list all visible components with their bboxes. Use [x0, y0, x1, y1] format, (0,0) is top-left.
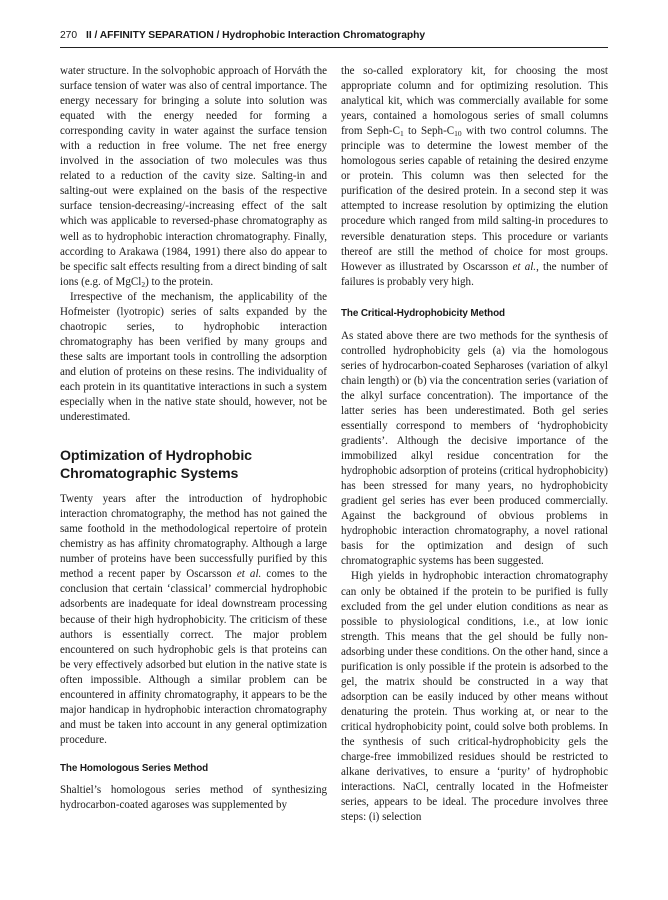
paragraph-shaltiel: Shaltiel’s homologous series method of synthesizing hydrocarbon-coated agaroses was supplemented by — [60, 783, 327, 811]
paragraph-high-yields: High yields in hydrophobic interaction chromatography can only be obtained if the protein to be purified is fully excluded from the gel under elution conditions as near as possible to physiological conditions, i.e., at low ionic strength. This means that the gel should be fully non-adsorbing under these conditions. On the other hand, since a purification is only possible if the protein is adsorbed to the gel, the matrix should be constructed in a way that adsorption can be easily induced by other means without denaturing the protein. Thus working at, or near to the critical hydrophobicity point, could solve both problems. In the synthesis of such critical-hydrophobicity gels the charge-free immobilized residues should be restricted to alkane derivatives, to ensure a ‘purity’ of hydrophobic interactions. NaCl, centrally located in the Hofmeister series, appears to be ideal. The procedure involves three steps: (i) selection — [341, 570, 608, 824]
subheading-critical-hydrophobicity: The Critical-Hydrophobicity Method — [341, 307, 505, 319]
section-heading-optimization: Optimization of Hydrophobic Chromatographic Systems — [60, 448, 252, 483]
page-number: 270 — [60, 30, 78, 41]
right-column — [341, 64, 608, 825]
running-title: II / AFFINITY SEPARATION / Hydrophobic Interaction Chromatography — [86, 30, 426, 41]
header-rule — [60, 47, 608, 48]
paragraph-solvophobic: water structure. In the solvophobic approach of Horváth the surface tension of water was also of central importance. The energy necessary for bringing a solute into solution was equated with the energy needed for forming a corresponding cavity in water against the surface tension with a reduction in free volume. The net free energy involved in the association of two molecules was thus related to a reduction of the cavity size. Salting-in and salting-out were explained on the basis of the respective surface tension-decreasing/-increasing effect of the salt which was applicable to reversed-phase chromatography as well as to hydrophobic interaction chromatography. Finally, according to Arakawa (1984, 1991) there also do appear to be specific salt effects resulting from a direct binding of salt ions (e.g. of MgCl$_2$) to the protein. — [60, 65, 327, 289]
subheading-homologous-series: The Homologous Series Method — [60, 762, 209, 774]
paragraph-two-methods: As stated above there are two methods for the synthesis of controlled hydrophobicity gels (a) via the homologous series of hydrocarbon-coated Sepharoses (variation of alkyl chain length) or (b) via the concentration series (variation of the alkyl surface concentration). The importance of the latter series has been underestimated. Both gel series essentially correspond to members of ‘hydrophobicity gradients’. Although the decisive importance of the immobilized alkyl residue concentration for the hydrophobic adsorption of proteins (critical hydrophobicity) has been stressed for many years, no hydrophobicity gradient gel series has ever been produced commercially. Against the background of obvious problems in hydrophobic interaction chromatography, a novel rational basis for the optimization and design of such chromatographic systems has been suggested. — [341, 329, 608, 568]
left-column — [60, 64, 327, 813]
paragraph-hofmeister: Irrespective of the mechanism, the applicability of the Hofmeister (lyotropic) series of salts expanded by the chaotropic series, to hydrophobic interaction chromatography has been verified by many groups and these salts are important tools in controlling the adsorption and elution of proteins on these resins. The individuality of each protein in its quantitative interactions in such a system especially when in the native state should, however, not be underestimated. — [60, 290, 327, 424]
paragraph-exploratory-kit: the so-called exploratory kit, for choosing the most appropriate column and for optimizing resolution. This analytical kit, which was commercially available for some years, contained a homologous series of small columns from Seph-$C_1$ to Seph-$C_{10}$ with two control columns. The principle was to determine the lowest member of the homologous series capable of retaining the desired enzyme or protein. This column was then selected for the purification of the desired protein. In a second step it was attempted to increase resolution by optimizing the elution procedure which ranged from mild salting-in procedures to reversible denaturation steps. This procedure or variants thereof are still the method of choice for most groups. However as illustrated by Oscarsson et al., the number of failures is probably very high. — [341, 65, 608, 288]
running-header — [60, 28, 608, 44]
paragraph-twenty-years: Twenty years after the introduction of hydrophobic interaction chromatography, the method has not gained the same foothold in the methodological repertoire of protein chemistry as has affinity chromatography. Although a large number of proteins have been successfully purified by this method a recent paper by Oscarsson et al. comes to the conclusion that certain ‘classical’ commercial hydrophobic adsorbents are inadequate for ideal downstream processing because of their high hydrophobicity. The criticism of these authors is essentially correct. The major problem encountered on such hydrophobic gels is that proteins can be very effectively adsorbed but elution in the native state is often impossible. Although a similar problem can be encountered in affinity chromatography, it appears to be the major handicap in hydrophobic interaction chromatography and must be taken into account in any general optimization procedure. — [60, 493, 327, 746]
